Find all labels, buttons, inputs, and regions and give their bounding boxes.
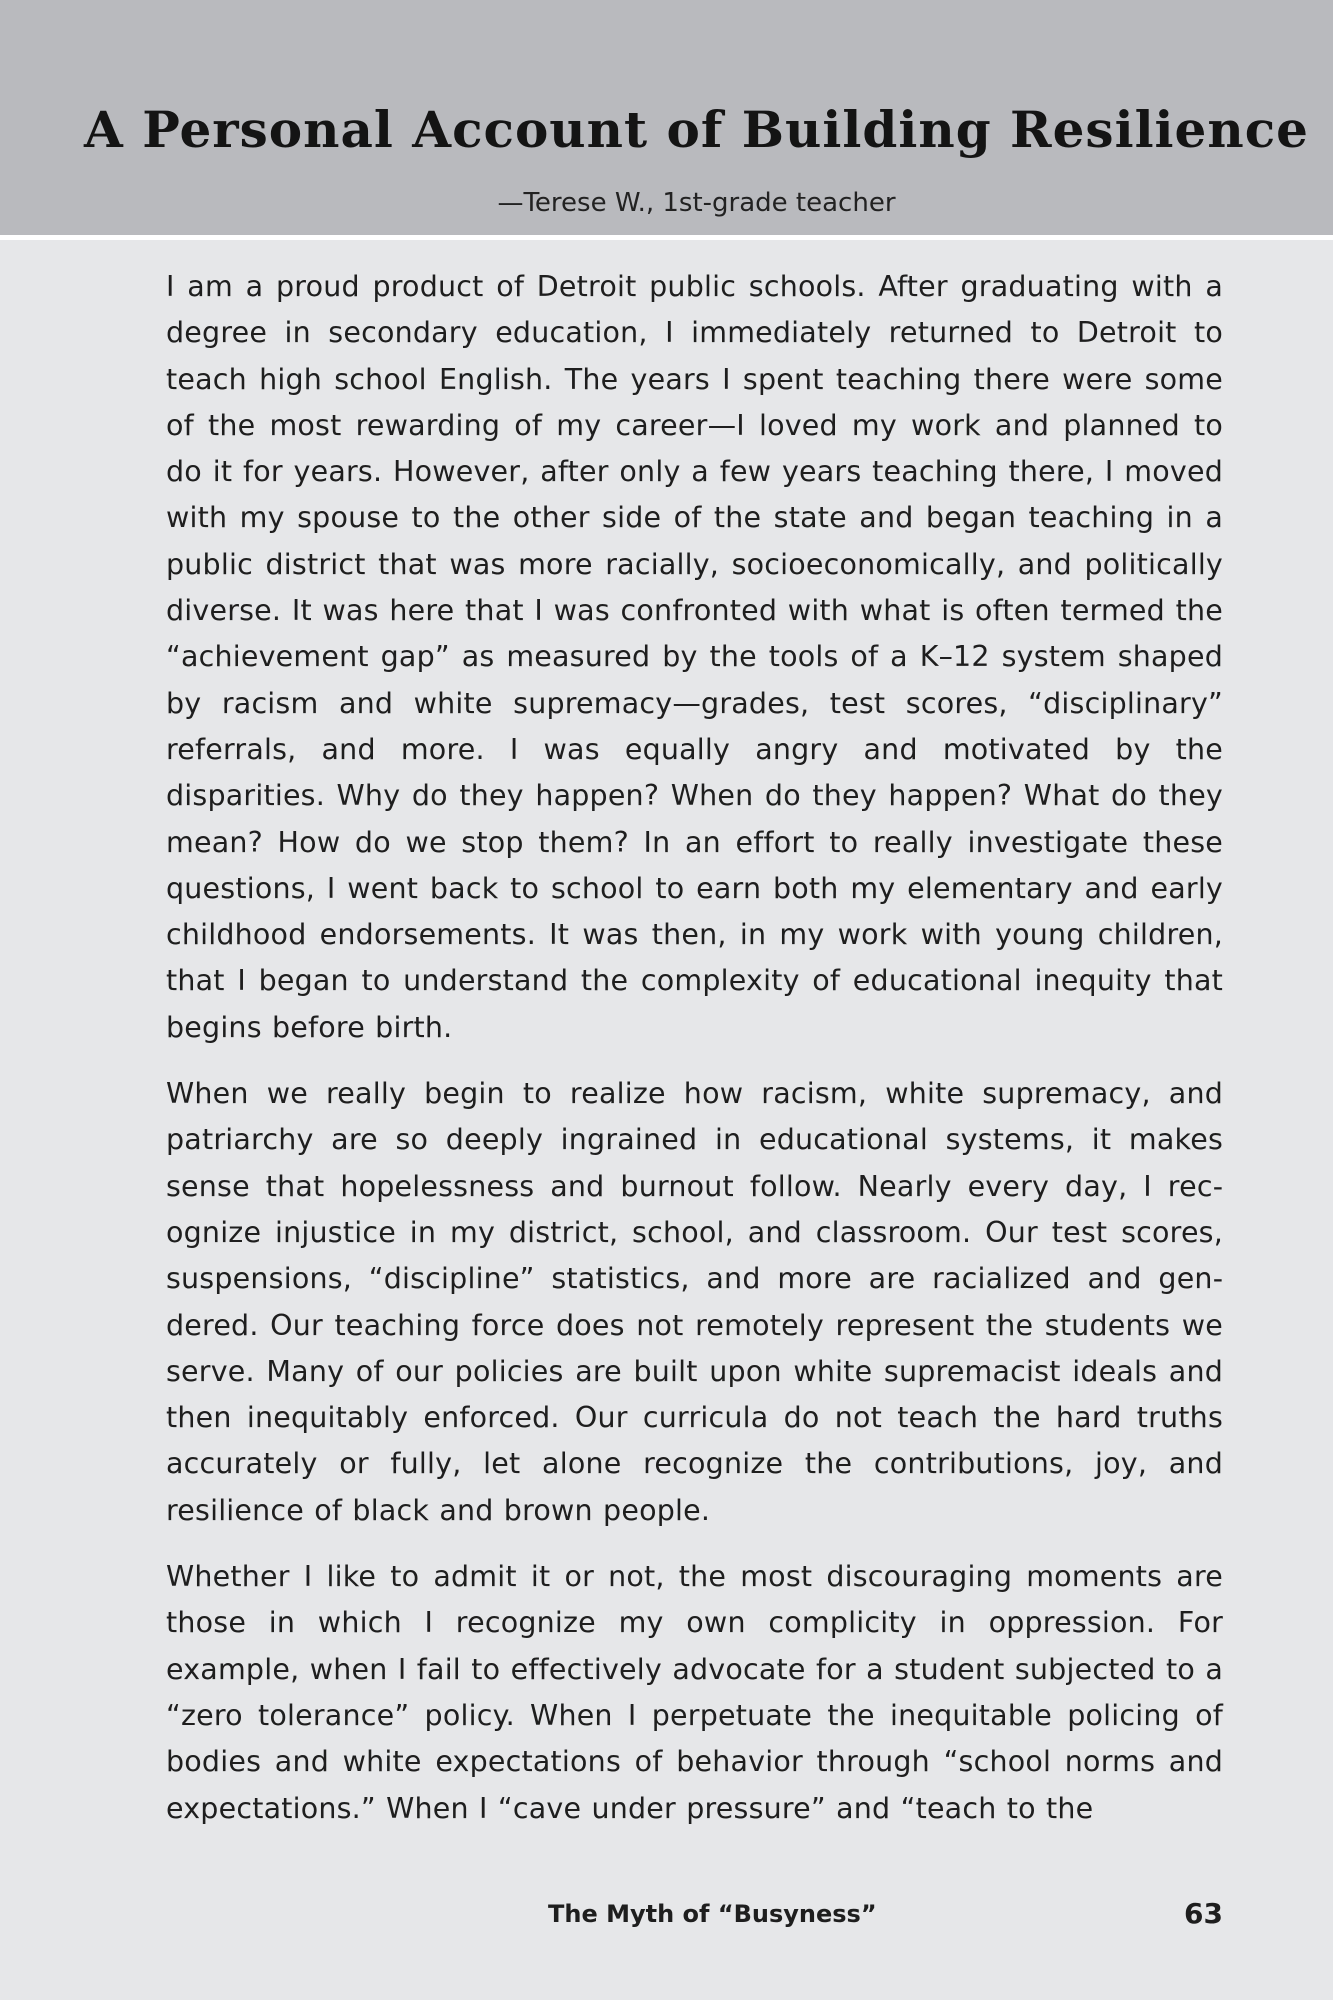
paragraph-3: Whether I like to admit it or not, the most discouraging moments are those in which I recognize my own complicity in oppression. For example, when I fail to effectively advocate for a student subjected to a “zero tolerance” policy. When I perpetuate the inequitable policing of bodies and white expectations of behavior through “school norms and expectations.” When I “cave under pressure” and “teach to the bbox=[166, 1560, 1223, 1825]
paragraph-2: When we really begin to realize how racism, white supremacy, and patriarchy are so deeply ingrained in educational systems, it makes sense that hopelessness and burnout follow. Nearly every day, I recognize injustice in my district, school, and classroom. Our test scores, suspensions, “discipline” statistics, and more are racialized and gendered. Our teaching force does not remotely represent the students we serve. Many of our policies are built upon white supremacist ideals and then inequitably enforced. Our curricula do not teach the hard truths accurately or fully, let alone recognize the contributions, joy, and resilience of black and brown people. bbox=[166, 1077, 1223, 1527]
running-footer-title: The Myth of “Busyness” bbox=[548, 1900, 877, 1928]
byline: —Terese W., 1st-grade teacher bbox=[497, 188, 896, 218]
header-band bbox=[0, 0, 1333, 240]
body-text bbox=[166, 264, 1223, 1852]
page-number: 63 bbox=[1184, 1897, 1223, 1930]
paragraph-1: I am a proud product of Detroit public schools. After graduating with a degree in secondary education, I immediately returned to Detroit to teach high school English. The years I spent teaching there were some of the most rewarding of my career—I loved my work and planned to do it for years. However, after only a few years teaching there, I moved with my spouse to the other side of the state and began teaching in a public district that was more racially, socioeconomically, and politically diverse. It was here that I was confronted with what is often termed the “achievement gap” as measured by the tools of a K–12 system shaped by racism and white supremacy—grades, test scores, “disciplinary” referrals, and more. I was equally angry and motivated by the disparities. Why do they happen? When do they happen? What do they mean? How do we stop them? In an effort to really investigate these questions, I went back to school to earn both my elementary and early childhood endorsements. It was then, in my work with young children, that I began to understand the complexity of educational inequity that begins before birth. bbox=[166, 270, 1223, 1044]
page-title: A Personal Account of Building Resilience bbox=[84, 100, 1309, 159]
